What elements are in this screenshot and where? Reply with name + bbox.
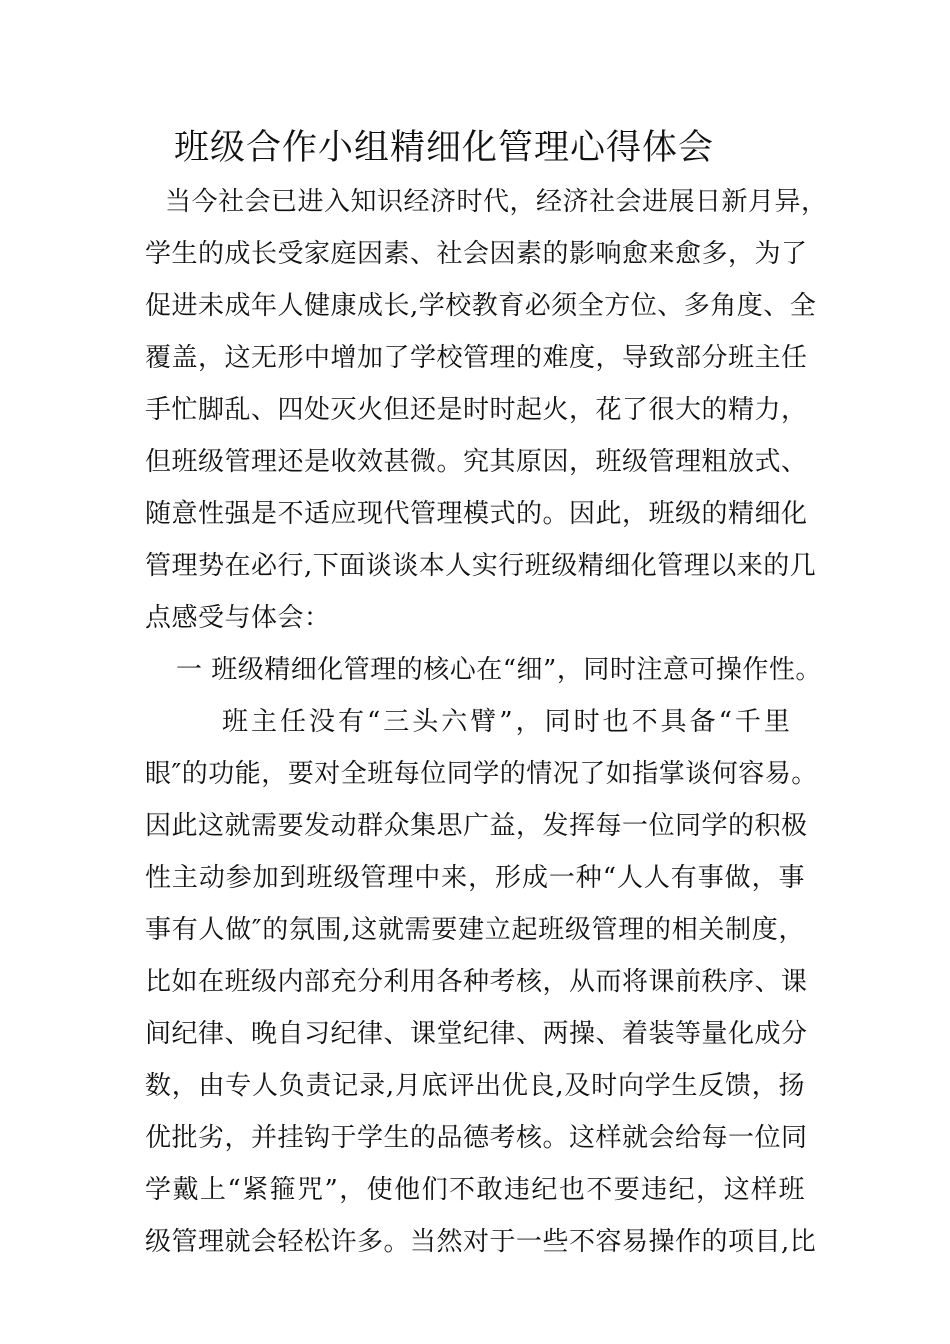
document-title: 班级合作小组精细化管理心得体会 [174, 128, 715, 168]
paragraph-line: 事有人做″的氛围,这就需要建立起班级管理的相关制度， [145, 915, 805, 945]
paragraph-line: 级管理就会轻松许多。当然对于一些不容易操作的项目,比 [145, 1227, 817, 1257]
paragraph-line: 管理势在必行,下面谈谈本人实行班级精细化管理以来的几 [145, 551, 817, 581]
paragraph-line: 学戴上“紧箍咒”，使他们不敢违纪也不要违纪，这样班 [145, 1175, 805, 1205]
section-heading: 一 班级精细化管理的核心在“细”，同时注意可操作性。 [176, 655, 822, 685]
paragraph-line: 比如在班级内部充分利用各种考核，从而将课前秩序、课 [145, 967, 808, 997]
paragraph-line: 点感受与体会： [145, 603, 331, 633]
paragraph-line: 班主任没有“三头六臂”，同时也不具备“千里 [222, 707, 793, 737]
paragraph-line: 覆盖，这无形中增加了学校管理的难度，导致部分班主任 [145, 343, 808, 373]
paragraph-line: 性主动参加到班级管理中来，形成一种“人人有事做，事 [145, 863, 805, 893]
paragraph-line: 手忙脚乱、四处灭火但还是时时起火，花了很大的精力， [145, 395, 808, 425]
paragraph-line: 眼″的功能，要对全班每位同学的情况了如指掌谈何容易。 [145, 759, 818, 789]
paragraph-line: 因此这就需要发动群众集思广益，发挥每一位同学的积极 [145, 811, 808, 841]
paragraph-line: 间纪律、晚自习纪律、课堂纪律、两操、着装等量化成分 [145, 1019, 808, 1049]
paragraph-line: 促进未成年人健康成长,学校教育必须全方位、多角度、全 [145, 291, 817, 321]
paragraph-line: 学生的成长受家庭因素、社会因素的影响愈来愈多，为了 [145, 239, 808, 269]
paragraph-line: 当今社会已进入知识经济时代，经济社会进展日新月异， [165, 187, 828, 217]
paragraph-line: 但班级管理还是收效甚微。究其原因，班级管理粗放式、 [145, 447, 808, 477]
paragraph-line: 随意性强是不适应现代管理模式的。因此，班级的精细化 [145, 499, 808, 529]
paragraph-line: 优批劣，并挂钩于学生的品德考核。这样就会给每一位同 [145, 1123, 808, 1153]
paragraph-line: 数，由专人负责记录,月底评出优良,及时向学生反馈，扬 [145, 1071, 805, 1101]
